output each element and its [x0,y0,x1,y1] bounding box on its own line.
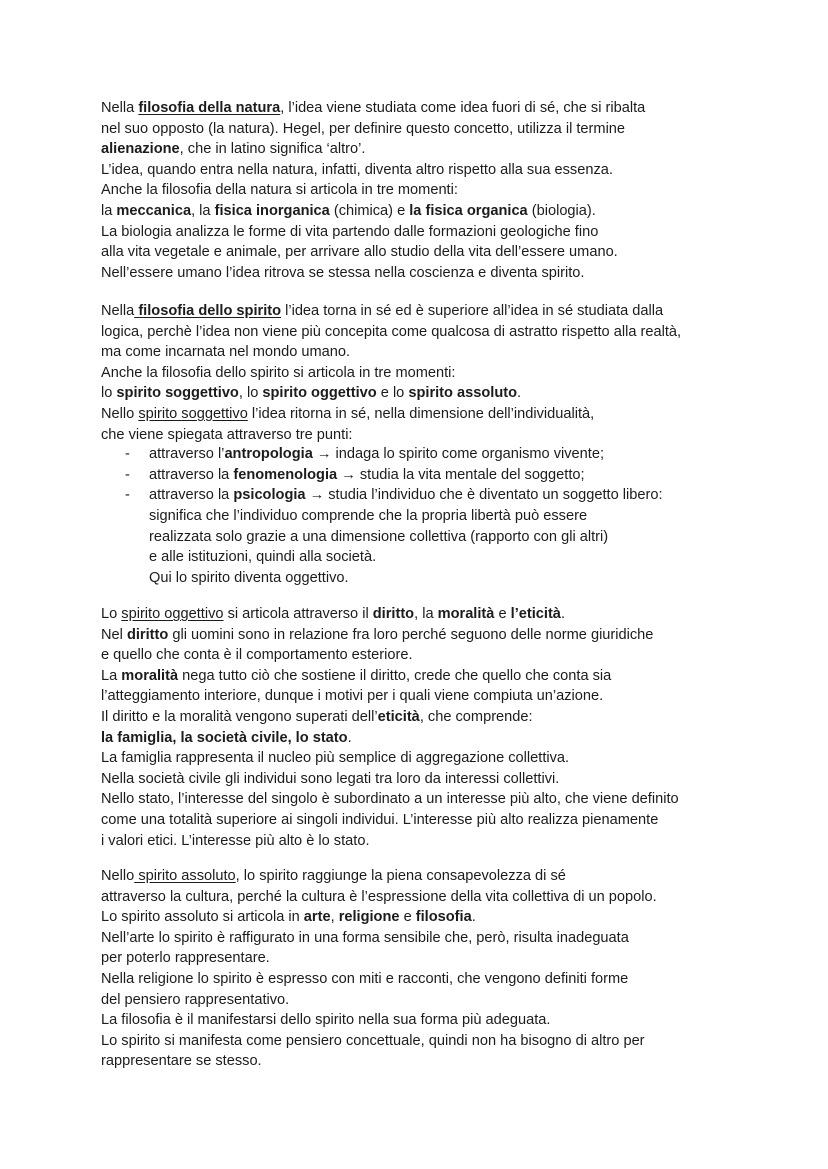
text-run: (chimica) e [329,202,410,219]
emphasis-text: fenomenologia [233,466,338,483]
text-line [101,686,741,707]
text-line [101,1031,741,1052]
emphasis-text: eticità [377,708,420,725]
text-run: Nell’essere umano l’idea ritrova se stessa nella coscienza e diventa spirito. [101,264,585,281]
text-line [101,666,741,687]
text-run: Anche la filosofia della natura si articola in tre momenti: [101,182,458,199]
text-run: Nell’arte lo spirito è raffigurato in una forma sensibile che, però, risulta inadeguata [101,929,629,946]
text-run: . [517,385,522,402]
text-line [101,263,741,284]
emphasis-text: spirito soggettivo [138,405,248,422]
text-run: , la [191,202,215,219]
text-line [101,527,741,548]
text-line [101,990,741,1011]
text-run: Nella [101,303,135,319]
bullet-dash: - [125,487,130,504]
text-line [101,139,741,160]
emphasis-text: religione [338,909,400,926]
text-run: logica, perchè l’idea non viene più concepita come qualcosa di astratto rispetto alla realtà, [101,323,682,340]
text-run: alla vita vegetale e animale, per arrivare allo studio della vita dell’essere umano. [101,244,618,261]
text-run: Nella società civile gli individui sono legati tra loro da interessi collettivi. [101,770,560,787]
list-item [101,444,741,465]
text-run: e [399,909,416,926]
text-run: si articola attraverso il [223,606,373,622]
text-run: , che comprende: [419,708,533,725]
paragraph-spirito-oggettivo [101,604,741,851]
emphasis-text: diritto [126,626,169,643]
text-run: gli uomini sono in relazione fra loro perché seguono delle norme giuridiche [168,626,654,643]
text-line [101,1051,741,1072]
emphasis-text: l’eticità [510,606,561,622]
text-run: Lo [101,606,122,622]
paragraph-filosofia-natura [101,98,741,283]
text-run: del pensiero rappresentativo. [101,991,290,1008]
text-run: Qui lo spirito diventa oggettivo. [149,569,349,586]
text-run: La [101,667,122,684]
text-run: l’idea ritorna in sé, nella dimensione dell’individualità, [247,405,595,422]
text-line [101,547,741,568]
text-line [101,707,741,728]
text-line [101,301,741,322]
text-line [101,119,741,140]
text-line [101,928,741,949]
text-run: e alle istituzioni, quindi alla società. [149,549,377,566]
text-run: La famiglia rappresenta il nucleo più semplice di aggregazione collettiva. [101,750,570,767]
text-run: e [494,606,511,622]
text-run: nega tutto ciò che sostiene il diritto, crede che quello che conta sia [178,667,612,684]
emphasis-text: filosofia [415,909,472,926]
text-line [101,887,741,908]
text-line [101,948,741,969]
text-line [101,404,741,425]
text-line [101,645,741,666]
bullet-dash: - [125,446,130,462]
text-run: rappresentare se stesso. [101,1053,262,1070]
text-run: attraverso l’ [149,446,225,462]
paragraph-filosofia-spirito [101,301,741,445]
text-run: Lo spirito assoluto si articola in [101,909,304,926]
text-line [101,425,741,446]
text-run: , [330,909,339,926]
bullet-dash: - [125,466,130,483]
text-run: Nello stato, l’interesse del singolo è subordinato a un interesse più alto, che viene definito [101,791,679,808]
text-run: realizzata solo grazie a una dimensione collettiva (rapporto con gli altri) [149,528,609,545]
text-line [101,748,741,769]
text-line [101,383,741,404]
text-run: Nella [101,100,139,116]
bullet-continuation [101,506,741,588]
text-run: ma come incarnata nel mondo umano. [101,344,351,361]
text-run: Nella religione lo spirito è espresso con miti e racconti, che vengono definiti forme [101,970,629,987]
text-run: → studia la vita mentale del soggetto; [337,466,585,483]
emphasis-text: spirito oggettivo [121,606,224,622]
emphasis-text: spirito soggettivo [116,385,239,402]
text-run: . [471,909,476,926]
text-line [101,769,741,790]
text-line [101,907,741,928]
text-run: l’idea torna in sé ed è superiore all’idea in sé studiata dalla [281,303,664,319]
text-line [101,1010,741,1031]
emphasis-text: antropologia [224,446,313,462]
text-run: la [101,202,117,219]
text-run: La filosofia è il manifestarsi dello spirito nella sua forma più adeguata. [101,1012,551,1029]
text-run: significa che l’individuo comprende che la propria libertà può essere [149,508,588,524]
text-line [101,506,741,527]
text-run: per poterlo rappresentare. [101,950,270,967]
emphasis-text: psicologia [233,487,306,504]
text-run: , la [414,606,438,622]
text-run: lo [101,385,117,402]
list-item [101,485,741,506]
text-run: attraverso la cultura, perché la cultura è l’espressione della vita collettiva di un popolo. [101,888,657,905]
bullet-list-spirito-soggettivo [101,444,741,506]
emphasis-text: spirito assoluto [408,385,518,402]
text-run: L’idea, quando entra nella natura, infatti, diventa altro rispetto alla sua essenza. [101,161,613,178]
text-run: , l’idea viene studiata come idea fuori di sé, che si ribalta [280,100,646,116]
text-run: , lo spirito raggiunge la piena consapevolezza di sé [235,868,566,884]
text-line [101,789,741,810]
text-run: attraverso la [149,466,234,483]
text-run: Nello [101,405,139,422]
emphasis-text: filosofia della natura [138,100,281,116]
text-line [101,604,741,625]
text-run: Anche la filosofia dello spirito si articola in tre momenti: [101,364,456,381]
text-line [101,810,741,831]
text-run: . [560,606,565,622]
text-line [101,831,741,852]
text-run: Il diritto e la moralità vengono superati dell’ [101,708,378,725]
paragraph-spirito-assoluto [101,866,741,1072]
text-line [101,180,741,201]
text-run: l’atteggiamento interiore, dunque i motivi per i quali viene compiuta un’azione. [101,688,604,705]
text-run: e quello che conta è il comportamento esteriore. [101,647,413,664]
text-line [101,363,741,384]
emphasis-text: fisica inorganica [214,202,330,219]
text-run: → studia l’individuo che è diventato un soggetto libero: [305,487,663,504]
emphasis-text: spirito assoluto [134,868,236,884]
emphasis-text: moralità [121,667,179,684]
text-run: La biologia analizza le forme di vita partendo dalle formazioni geologiche fino [101,223,599,240]
text-line [101,98,741,119]
text-run: che viene spiegata attraverso tre punti: [101,426,353,443]
text-run: → indaga lo spirito come organismo vivente; [312,446,605,462]
text-run: attraverso la [149,487,234,504]
text-line [101,625,741,646]
text-line [101,322,741,343]
text-line [101,728,741,749]
text-run: Lo spirito si manifesta come pensiero concettuale, quindi non ha bisogno di altro per [101,1032,645,1049]
text-line [101,160,741,181]
emphasis-text: meccanica [116,202,192,219]
text-run: . [347,729,352,746]
list-item [101,465,741,486]
emphasis-text: arte [303,909,331,926]
text-run: Nel [101,626,127,643]
text-run: e lo [376,385,409,402]
text-run: Nello [101,868,135,884]
emphasis-text: la famiglia, la società civile, lo stato [101,729,348,746]
text-run: , che in latino significa ‘altro’. [179,141,366,158]
text-run: , lo [238,385,263,402]
text-run: i valori etici. L’interesse più alto è lo stato. [101,832,370,849]
text-line [101,201,741,222]
text-line [101,568,741,589]
emphasis-text: spirito oggettivo [262,385,377,402]
text-line [101,969,741,990]
text-line [101,222,741,243]
emphasis-text: moralità [437,606,495,622]
text-line [101,866,741,887]
emphasis-text: la fisica organica [409,202,528,219]
text-line [101,242,741,263]
emphasis-text: alienazione [101,141,180,158]
text-run: come una totalità superiore ai singoli individui. L’interesse più alto realizza pienamente [101,811,659,828]
text-run: nel suo opposto (la natura). Hegel, per definire questo concetto, utilizza il termine [101,120,626,137]
text-line [101,342,741,363]
emphasis-text: diritto [372,606,415,622]
text-run: (biologia). [527,202,596,219]
emphasis-text: filosofia dello spirito [134,303,282,319]
